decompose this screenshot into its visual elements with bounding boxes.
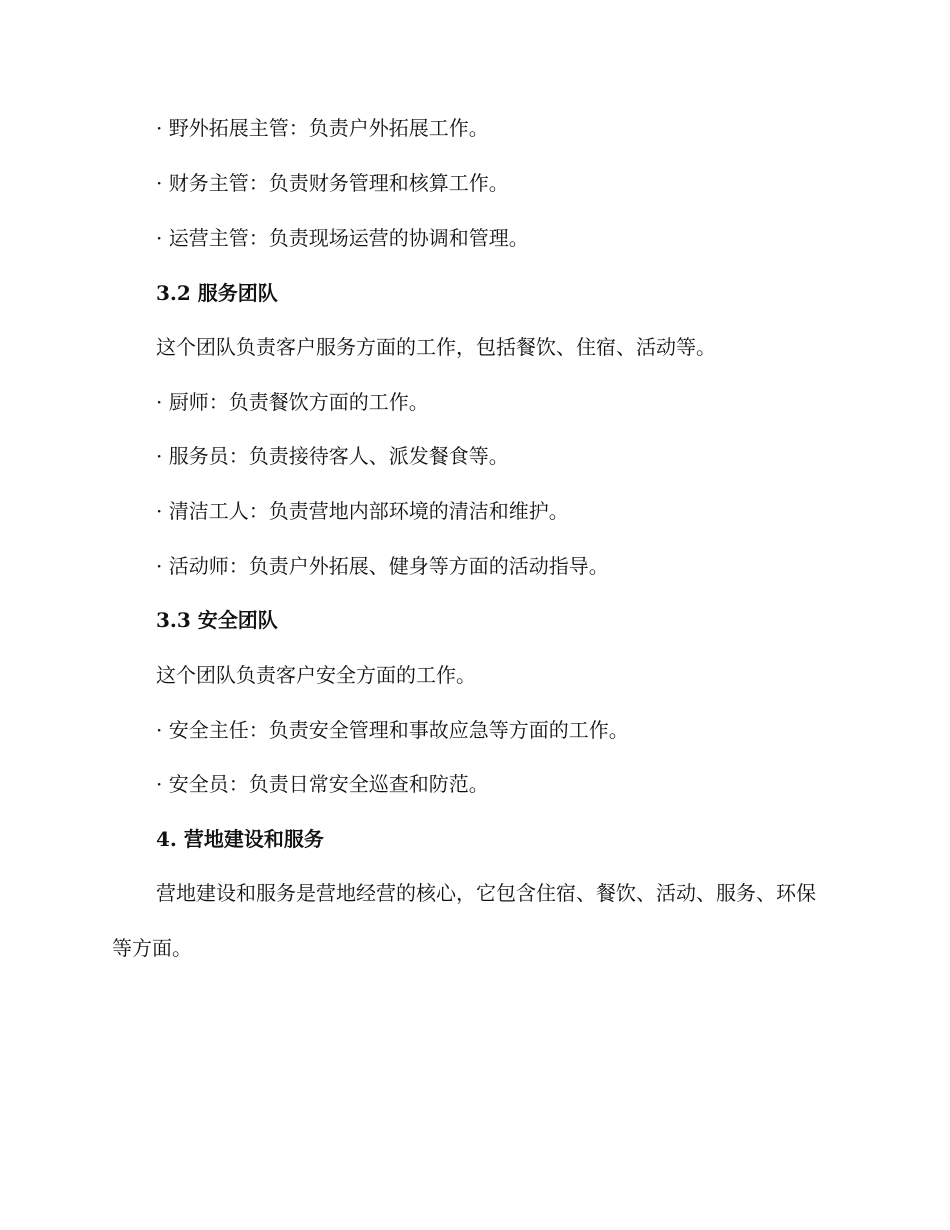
list-item: · 活动师：负责户外拓展、健身等方面的活动指导。	[156, 554, 609, 578]
section-heading: 3.2 服务团队	[156, 281, 278, 305]
section-intro: 这个团队负责客户安全方面的工作。	[156, 663, 476, 687]
section-intro: 这个团队负责客户服务方面的工作，包括餐饮、住宿、活动等。	[156, 335, 716, 359]
list-item: · 厨师：负责餐饮方面的工作。	[156, 390, 429, 414]
section-heading: 4. 营地建设和服务	[156, 827, 324, 851]
list-item: · 野外拓展主管：负责户外拓展工作。	[156, 116, 489, 140]
list-item: · 财务主管：负责财务管理和核算工作。	[156, 171, 509, 195]
list-item: · 安全主任：负责安全管理和事故应急等方面的工作。	[156, 718, 629, 742]
list-item: · 安全员：负责日常安全巡查和防范。	[156, 772, 489, 796]
list-item: · 清洁工人：负责营地内部环境的清洁和维护。	[156, 499, 569, 523]
section-heading: 3.3 安全团队	[156, 608, 278, 632]
list-item: · 服务员：负责接待客人、派发餐食等。	[156, 444, 509, 468]
list-item: · 运营主管：负责现场运营的协调和管理。	[156, 226, 529, 250]
body-paragraph: 营地建设和服务是营地经营的核心，它包含住宿、餐饮、活动、服务、环保等方面。	[112, 881, 816, 960]
